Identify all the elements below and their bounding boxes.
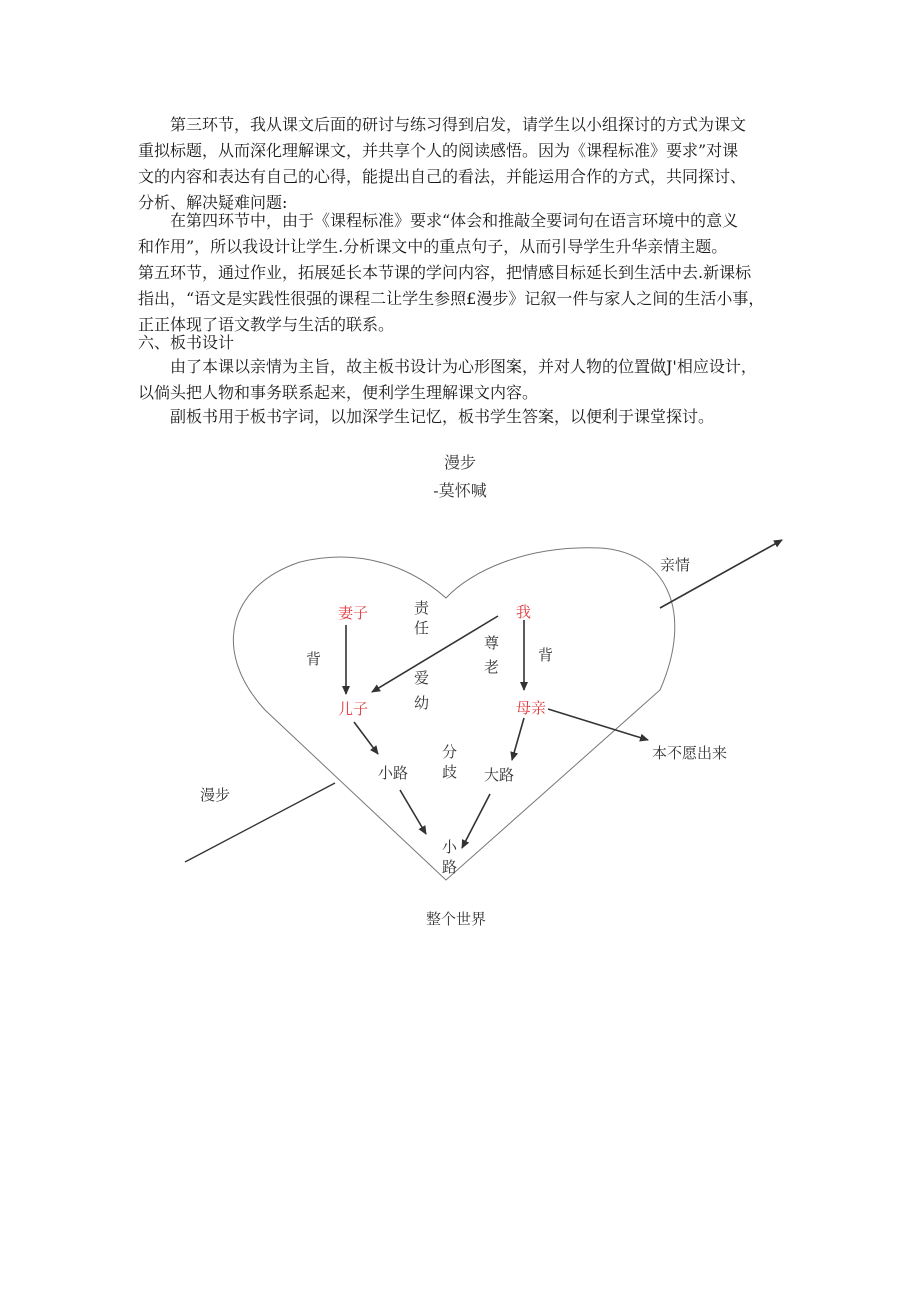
diagram-author: -莫怀喊 xyxy=(433,481,487,500)
text-line: 在第四环节中，由于《课程标准》要求“体会和推敲全要词句在语言环境中的意义 xyxy=(138,211,739,230)
label-aiyou-2: 幼 xyxy=(414,694,430,712)
paragraph-step-three xyxy=(138,112,798,216)
arrow-son-to-path xyxy=(354,722,378,754)
piercing-arrow-head xyxy=(660,540,782,608)
arrow-road-to-bottom xyxy=(462,794,490,848)
arrow-path-to-bottom xyxy=(400,790,426,834)
label-me: 我 xyxy=(516,603,532,621)
text-line: 副板书用于板书字词，以加深学生记忆，板书学生答案，以便利于课堂探讨。 xyxy=(138,407,715,426)
diagram-title: 漫步 xyxy=(443,453,477,472)
label-fenqi-1: 分 xyxy=(442,743,458,761)
label-xiaolu-bottom-2: 路 xyxy=(442,858,458,876)
text-line: 文的内容和表达有自己的心得，能提出自己的看法，并能运用合作的方式，共同探讨、 xyxy=(138,167,747,186)
label-zeren-1: 责 xyxy=(414,599,430,617)
arrow-mother-to-road xyxy=(512,718,524,760)
heart-board-diagram xyxy=(0,440,920,940)
text-line: 第五环节，通过作业，拓展延长本节课的学问内容，把情感目标延长到生活中去.新课标 xyxy=(138,263,752,282)
label-mother: 母亲 xyxy=(516,699,547,717)
label-qinqing: 亲情 xyxy=(660,556,691,574)
label-zeren-2: 任 xyxy=(414,619,430,637)
section-heading-text: 六、板书设计 xyxy=(138,333,235,352)
text-line: 由了本课以亲情为主旨，故主板书设计为心形图案，并对人物的位置做J'相应设计， xyxy=(138,357,757,376)
label-bei-right: 背 xyxy=(538,646,554,664)
paragraph-main-board xyxy=(138,354,798,406)
text-line: 和作用”，所以我设计让学生.分析课文中的重点句子，从而引导学生升华亲情主题。 xyxy=(138,237,728,256)
paragraph-secondary-board xyxy=(138,404,798,430)
text-line: 重拟标题，从而深化理解课文，并共享个人的阅读感悟。因为《课程标准》要求”对课 xyxy=(138,141,739,160)
section-heading xyxy=(138,330,798,356)
label-bei-left: 背 xyxy=(306,650,322,668)
label-aiyou-1: 爱 xyxy=(414,669,430,687)
label-xiaolu: 小路 xyxy=(378,764,409,782)
paragraph-step-four-five xyxy=(138,208,798,338)
label-xiaolu-bottom-1: 小 xyxy=(442,838,458,856)
text-line: 第三环节，我从课文后面的研讨与练习得到启发，请学生以小组探讨的方式为课文 xyxy=(138,115,747,134)
label-zunlao-1: 尊 xyxy=(484,634,500,652)
text-line: 以倘头把人物和事务联系起来，便利学生理解课文内容。 xyxy=(138,383,539,402)
arrow-me-to-son xyxy=(372,616,498,692)
label-wife: 妻子 xyxy=(338,604,369,622)
text-line: 正正体现了语文教学与生活的联系。 xyxy=(138,315,395,334)
text-line: 分析、解决疑难问题: xyxy=(138,193,288,212)
label-fenqi-2: 歧 xyxy=(442,763,458,781)
label-son: 儿子 xyxy=(338,700,369,718)
label-dalu: 大路 xyxy=(484,766,515,784)
heart-outline xyxy=(233,548,674,880)
label-manbu: 漫步 xyxy=(200,786,231,804)
label-world: 整个世界 xyxy=(426,910,487,928)
text-line: 指出，“语文是实践性很强的课程二让学生参照£漫步》记叙一件与家人之间的生活小事， xyxy=(138,289,765,308)
label-zunlao-2: 老 xyxy=(484,658,500,676)
label-benbuyuan: 本不愿出来 xyxy=(652,744,728,762)
